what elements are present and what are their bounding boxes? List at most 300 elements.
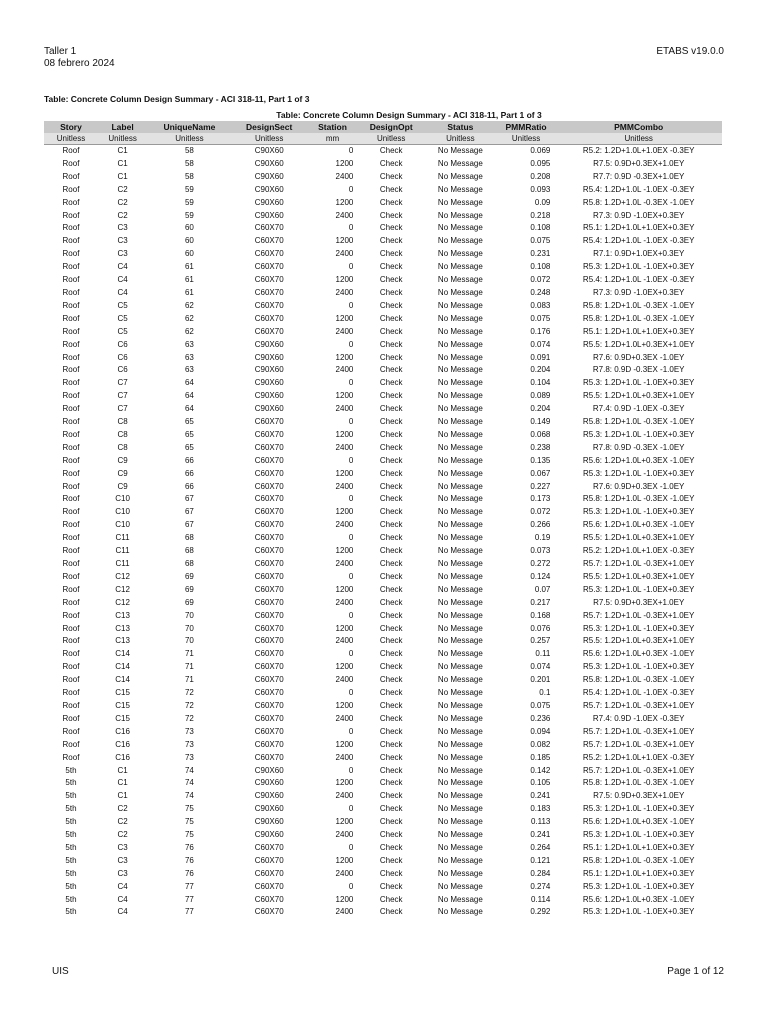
table-row <box>44 726 722 739</box>
cell-pmmcombo: R5.3: 1.2D+1.0L -1.0EX+0.3EY <box>583 881 695 891</box>
cell-pmmratio: 0.274 <box>530 881 551 891</box>
cell-uniquename: 69 <box>184 597 194 607</box>
cell-designopt: Check <box>379 881 403 891</box>
cell-designsect: C90X60 <box>254 791 284 801</box>
cell-uniquename: 66 <box>184 455 194 465</box>
table-row <box>44 519 722 532</box>
cell-story: Roof <box>62 636 80 646</box>
cell-station: 2400 <box>335 752 354 762</box>
cell-label: C16 <box>115 726 130 736</box>
column-unit: Unitless <box>424 133 497 145</box>
cell-designopt: Check <box>379 378 403 388</box>
cell-station: 2400 <box>335 636 354 646</box>
cell-status: No Message <box>437 533 483 543</box>
cell-uniquename: 63 <box>184 365 194 375</box>
cell-designsect: C60X70 <box>254 429 284 439</box>
cell-label: C10 <box>115 494 130 504</box>
cell-station: 2400 <box>335 675 354 685</box>
cell-pmmcombo: R5.3: 1.2D+1.0L -1.0EX+0.3EY <box>583 468 695 478</box>
cell-pmmratio: 0.072 <box>530 275 551 285</box>
cell-uniquename: 69 <box>184 571 194 581</box>
cell-label: C13 <box>115 623 130 633</box>
column-unit: Unitless <box>232 133 307 145</box>
cell-station: 2400 <box>335 907 354 917</box>
cell-station: 0 <box>348 494 354 504</box>
cell-station: 1200 <box>335 507 354 517</box>
cell-pmmcombo: R5.8: 1.2D+1.0L -0.3EX -1.0EY <box>582 300 695 310</box>
cell-station: 1200 <box>335 817 354 827</box>
cell-uniquename: 61 <box>184 262 194 272</box>
cell-uniquename: 63 <box>184 339 194 349</box>
cell-designopt: Check <box>379 804 403 814</box>
cell-pmmcombo: R5.8: 1.2D+1.0L -0.3EX -1.0EY <box>582 675 695 685</box>
cell-pmmratio: 0.069 <box>530 146 551 155</box>
cell-pmmratio: 0.104 <box>530 378 551 388</box>
cell-designsect: C60X70 <box>254 675 284 685</box>
cell-station: 1200 <box>335 584 354 594</box>
cell-pmmratio: 0.068 <box>530 429 551 439</box>
cell-status: No Message <box>437 688 483 698</box>
cell-status: No Message <box>437 455 483 465</box>
cell-designsect: C90X60 <box>254 146 284 155</box>
cell-designsect: C90X60 <box>254 391 284 401</box>
cell-status: No Message <box>437 442 483 452</box>
cell-uniquename: 73 <box>184 752 194 762</box>
table-row <box>44 416 722 429</box>
cell-pmmratio: 0.204 <box>530 365 551 375</box>
cell-uniquename: 60 <box>184 236 194 246</box>
cell-story: Roof <box>62 326 80 336</box>
cell-uniquename: 58 <box>184 158 194 168</box>
cell-status: No Message <box>437 610 483 620</box>
cell-status: No Message <box>437 649 483 659</box>
cell-designsect: C60X70 <box>254 313 284 323</box>
cell-station: 0 <box>348 610 354 620</box>
cell-uniquename: 67 <box>184 507 194 517</box>
cell-designsect: C60X70 <box>254 236 284 246</box>
cell-story: Roof <box>62 404 80 414</box>
cell-pmmratio: 0.236 <box>530 713 551 723</box>
cell-designsect: C60X70 <box>254 507 284 517</box>
cell-status: No Message <box>437 365 483 375</box>
cell-designsect: C90X60 <box>254 378 284 388</box>
cell-label: C16 <box>115 752 130 762</box>
cell-designsect: C60X70 <box>254 275 284 285</box>
cell-pmmcombo: R7.8: 0.9D -0.3EX -1.0EY <box>592 442 685 452</box>
cell-station: 0 <box>348 300 354 310</box>
cell-uniquename: 72 <box>184 700 194 710</box>
table-row <box>44 803 722 816</box>
cell-label: C4 <box>117 287 128 297</box>
cell-status: No Message <box>437 326 483 336</box>
cell-station: 2400 <box>335 249 354 259</box>
cell-uniquename: 61 <box>184 287 194 297</box>
cell-pmmratio: 0.266 <box>530 520 551 530</box>
table-row <box>44 248 722 261</box>
table-row <box>44 739 722 752</box>
table-row <box>44 816 722 829</box>
cell-station: 2400 <box>335 171 354 181</box>
cell-designsect: C90X60 <box>254 158 284 168</box>
cell-station: 0 <box>348 378 354 388</box>
cell-label: C2 <box>117 804 128 814</box>
cell-designsect: C60X70 <box>254 713 284 723</box>
cell-status: No Message <box>437 739 483 749</box>
cell-designopt: Check <box>379 249 403 259</box>
cell-pmmcombo: R5.3: 1.2D+1.0L -1.0EX+0.3EY <box>583 262 695 272</box>
cell-pmmcombo: R7.1: 0.9D+1.0EX+0.3EY <box>593 249 685 259</box>
column-header-uniquename: UniqueName <box>147 121 231 133</box>
cell-status: No Message <box>437 520 483 530</box>
cell-pmmcombo: R5.3: 1.2D+1.0L -1.0EX+0.3EY <box>583 584 695 594</box>
cell-pmmcombo: R5.5: 1.2D+1.0L+0.3EX+1.0EY <box>582 391 695 401</box>
table-row <box>44 481 722 494</box>
cell-story: 5th <box>65 791 77 801</box>
cell-uniquename: 63 <box>184 352 194 362</box>
cell-station: 0 <box>348 726 354 736</box>
cell-pmmcombo: R5.2: 1.2D+1.0L+1.0EX -0.3EY <box>582 546 695 556</box>
cell-label: C7 <box>117 404 128 414</box>
cell-story: Roof <box>62 146 80 155</box>
cell-uniquename: 64 <box>184 404 194 414</box>
cell-status: No Message <box>437 352 483 362</box>
table-row <box>44 752 722 765</box>
cell-pmmratio: 0.082 <box>530 739 551 749</box>
table-row <box>44 352 722 365</box>
cell-pmmratio: 0.135 <box>530 455 551 465</box>
cell-station: 0 <box>348 146 354 155</box>
cell-pmmcombo: R5.5: 1.2D+1.0L+0.3EX+1.0EY <box>582 533 695 543</box>
table-row <box>44 390 722 403</box>
table-row <box>44 171 722 184</box>
column-header-status: Status <box>424 121 497 133</box>
cell-designsect: C60X70 <box>254 468 284 478</box>
cell-label: C5 <box>117 313 128 323</box>
table-row <box>44 868 722 881</box>
cell-pmmcombo: R5.3: 1.2D+1.0L -1.0EX+0.3EY <box>583 378 695 388</box>
cell-designopt: Check <box>379 197 403 207</box>
cell-designopt: Check <box>379 662 403 672</box>
cell-designsect: C90X60 <box>254 817 284 827</box>
cell-story: Roof <box>62 171 80 181</box>
cell-story: Roof <box>62 468 80 478</box>
table-row <box>44 571 722 584</box>
cell-pmmratio: 0.072 <box>530 507 551 517</box>
cell-status: No Message <box>437 184 483 194</box>
cell-uniquename: 77 <box>184 907 194 917</box>
cell-pmmcombo: R7.7: 0.9D -0.3EX+1.0EY <box>593 171 685 181</box>
cell-station: 2400 <box>335 326 354 336</box>
cell-designopt: Check <box>379 649 403 659</box>
cell-designopt: Check <box>379 752 403 762</box>
cell-status: No Message <box>437 571 483 581</box>
table-row <box>44 687 722 700</box>
cell-designsect: C60X70 <box>254 842 284 852</box>
cell-label: C9 <box>117 468 128 478</box>
cell-uniquename: 67 <box>184 494 194 504</box>
cell-designsect: C60X70 <box>254 662 284 672</box>
cell-pmmratio: 0.073 <box>530 546 551 556</box>
cell-status: No Message <box>437 752 483 762</box>
cell-pmmcombo: R7.4: 0.9D -1.0EX -0.3EY <box>592 404 685 414</box>
cell-designsect: C60X70 <box>254 636 284 646</box>
cell-designsect: C60X70 <box>254 326 284 336</box>
cell-story: Roof <box>62 417 80 427</box>
cell-pmmcombo: R5.8: 1.2D+1.0L -0.3EX -1.0EY <box>582 197 695 207</box>
cell-station: 2400 <box>335 868 354 878</box>
cell-label: C8 <box>117 442 128 452</box>
cell-label: C8 <box>117 429 128 439</box>
cell-station: 2400 <box>335 287 354 297</box>
cell-pmmcombo: R5.8: 1.2D+1.0L -0.3EX -1.0EY <box>582 417 695 427</box>
cell-label: C12 <box>115 584 130 594</box>
cell-station: 0 <box>348 533 354 543</box>
cell-label: C9 <box>117 455 128 465</box>
column-unit: Unitless <box>555 133 722 145</box>
cell-uniquename: 76 <box>184 868 194 878</box>
cell-designopt: Check <box>379 546 403 556</box>
cell-station: 1200 <box>335 546 354 556</box>
table-row <box>44 377 722 390</box>
cell-designopt: Check <box>379 868 403 878</box>
column-header-designsect: DesignSect <box>232 121 307 133</box>
cell-designsect: C90X60 <box>254 171 284 181</box>
cell-pmmcombo: R7.8: 0.9D -0.3EX -1.0EY <box>592 365 685 375</box>
cell-designopt: Check <box>379 610 403 620</box>
cell-designsect: C60X70 <box>254 455 284 465</box>
cell-pmmratio: 0.208 <box>530 171 551 181</box>
document-date: 08 febrero 2024 <box>44 58 115 69</box>
cell-story: 5th <box>65 830 77 840</box>
cell-status: No Message <box>437 507 483 517</box>
cell-status: No Message <box>437 765 483 775</box>
cell-pmmcombo: R5.7: 1.2D+1.0L -0.3EX+1.0EY <box>583 700 695 710</box>
cell-status: No Message <box>437 339 483 349</box>
cell-designopt: Check <box>379 559 403 568</box>
cell-status: No Message <box>437 855 483 865</box>
cell-uniquename: 68 <box>184 559 194 568</box>
cell-story: 5th <box>65 804 77 814</box>
column-header-station: Station <box>307 121 359 133</box>
table-row <box>44 442 722 455</box>
cell-pmmratio: 0.108 <box>530 262 551 272</box>
cell-uniquename: 65 <box>184 417 194 427</box>
cell-pmmcombo: R5.1: 1.2D+1.0L+1.0EX+0.3EY <box>582 842 695 852</box>
cell-pmmratio: 0.095 <box>530 158 551 168</box>
cell-label: C2 <box>117 830 128 840</box>
cell-pmmratio: 0.185 <box>530 752 551 762</box>
cell-label: C13 <box>115 636 130 646</box>
cell-label: C1 <box>117 146 128 155</box>
column-unit: Unitless <box>98 133 147 145</box>
document-header <box>44 46 115 70</box>
cell-pmmcombo: R5.5: 1.2D+1.0L+0.3EX+1.0EY <box>582 339 695 349</box>
cell-status: No Message <box>437 146 483 155</box>
cell-designopt: Check <box>379 791 403 801</box>
cell-uniquename: 73 <box>184 726 194 736</box>
cell-pmmcombo: R5.4: 1.2D+1.0L -1.0EX -0.3EY <box>582 184 695 194</box>
cell-story: 5th <box>65 881 77 891</box>
cell-pmmratio: 0.231 <box>530 249 551 259</box>
table-caption: Table: Concrete Column Design Summary - ACI 318-11, Part 1 of 3 <box>44 94 310 104</box>
cell-pmmcombo: R5.7: 1.2D+1.0L -0.3EX+1.0EY <box>583 610 695 620</box>
cell-uniquename: 69 <box>184 584 194 594</box>
cell-story: Roof <box>62 713 80 723</box>
table-units-row <box>44 133 722 145</box>
cell-label: C3 <box>117 223 128 233</box>
cell-designopt: Check <box>379 830 403 840</box>
cell-story: Roof <box>62 197 80 207</box>
cell-pmmratio: 0.075 <box>530 313 551 323</box>
cell-designopt: Check <box>379 623 403 633</box>
cell-designsect: C60X70 <box>254 223 284 233</box>
cell-designopt: Check <box>379 339 403 349</box>
table-row <box>44 403 722 416</box>
table-row <box>44 661 722 674</box>
table-row <box>44 222 722 235</box>
table-row <box>44 894 722 907</box>
cell-label: C11 <box>115 533 130 543</box>
cell-status: No Message <box>437 881 483 891</box>
cell-pmmratio: 0.173 <box>530 494 551 504</box>
cell-uniquename: 58 <box>184 171 194 181</box>
cell-uniquename: 71 <box>184 649 194 659</box>
table-row <box>44 610 722 623</box>
cell-designsect: C60X70 <box>254 584 284 594</box>
cell-uniquename: 64 <box>184 378 194 388</box>
cell-story: Roof <box>62 610 80 620</box>
cell-uniquename: 75 <box>184 830 194 840</box>
cell-pmmratio: 0.105 <box>530 778 551 788</box>
cell-story: Roof <box>62 236 80 246</box>
cell-designopt: Check <box>379 817 403 827</box>
cell-label: C7 <box>117 391 128 401</box>
cell-label: C8 <box>117 417 128 427</box>
cell-designsect: C90X60 <box>254 197 284 207</box>
cell-status: No Message <box>437 249 483 259</box>
cell-station: 0 <box>348 571 354 581</box>
cell-story: Roof <box>62 223 80 233</box>
cell-designopt: Check <box>379 313 403 323</box>
cell-pmmratio: 0.241 <box>530 830 551 840</box>
cell-status: No Message <box>437 597 483 607</box>
table-row <box>44 842 722 855</box>
cell-station: 2400 <box>335 830 354 840</box>
cell-pmmcombo: R5.6: 1.2D+1.0L+0.3EX -1.0EY <box>582 649 695 659</box>
cell-uniquename: 74 <box>184 791 194 801</box>
cell-pmmratio: 0.1 <box>539 688 551 698</box>
cell-pmmcombo: R5.4: 1.2D+1.0L -1.0EX -0.3EY <box>582 275 695 285</box>
table-row <box>44 713 722 726</box>
cell-uniquename: 68 <box>184 533 194 543</box>
cell-pmmratio: 0.201 <box>530 675 551 685</box>
cell-designopt: Check <box>379 442 403 452</box>
cell-station: 0 <box>348 455 354 465</box>
table-row <box>44 855 722 868</box>
cell-status: No Message <box>437 262 483 272</box>
cell-story: Roof <box>62 597 80 607</box>
cell-designsect: C90X60 <box>254 778 284 788</box>
software-version: ETABS v19.0.0 <box>656 46 724 57</box>
cell-designopt: Check <box>379 417 403 427</box>
cell-uniquename: 61 <box>184 275 194 285</box>
cell-designsect: C60X70 <box>254 894 284 904</box>
cell-designopt: Check <box>379 700 403 710</box>
table-row <box>44 623 722 636</box>
cell-story: Roof <box>62 623 80 633</box>
cell-designopt: Check <box>379 571 403 581</box>
cell-label: C2 <box>117 817 128 827</box>
cell-pmmcombo: R5.8: 1.2D+1.0L -0.3EX -1.0EY <box>582 494 695 504</box>
cell-label: C9 <box>117 481 128 491</box>
cell-designopt: Check <box>379 688 403 698</box>
cell-designopt: Check <box>379 171 403 181</box>
cell-label: C4 <box>117 894 128 904</box>
cell-designsect: C60X70 <box>254 533 284 543</box>
table-row <box>44 468 722 481</box>
cell-story: Roof <box>62 726 80 736</box>
cell-pmmcombo: R5.7: 1.2D+1.0L -0.3EX+1.0EY <box>583 765 695 775</box>
cell-pmmratio: 0.121 <box>530 855 551 865</box>
cell-pmmratio: 0.284 <box>530 868 551 878</box>
cell-designsect: C90X60 <box>254 352 284 362</box>
cell-label: C4 <box>117 262 128 272</box>
cell-status: No Message <box>437 197 483 207</box>
cell-station: 1200 <box>335 855 354 865</box>
cell-uniquename: 60 <box>184 223 194 233</box>
cell-designsect: C60X70 <box>254 700 284 710</box>
cell-status: No Message <box>437 700 483 710</box>
cell-story: Roof <box>62 313 80 323</box>
cell-story: Roof <box>62 249 80 259</box>
cell-designsect: C60X70 <box>254 881 284 891</box>
cell-pmmcombo: R5.3: 1.2D+1.0L -1.0EX+0.3EY <box>583 830 695 840</box>
cell-designopt: Check <box>379 287 403 297</box>
column-header-pmmratio: PMMRatio <box>497 121 556 133</box>
cell-story: 5th <box>65 817 77 827</box>
cell-label: C15 <box>115 713 130 723</box>
cell-story: Roof <box>62 455 80 465</box>
cell-designsect: C60X70 <box>254 726 284 736</box>
cell-pmmcombo: R5.5: 1.2D+1.0L+0.3EX+1.0EY <box>582 571 695 581</box>
table-row <box>44 339 722 352</box>
cell-designopt: Check <box>379 520 403 530</box>
cell-pmmcombo: R5.3: 1.2D+1.0L -1.0EX+0.3EY <box>583 662 695 672</box>
cell-label: C1 <box>117 778 128 788</box>
table-row <box>44 674 722 687</box>
cell-label: C16 <box>115 739 130 749</box>
cell-uniquename: 75 <box>184 804 194 814</box>
cell-station: 0 <box>348 881 354 891</box>
cell-story: Roof <box>62 559 80 568</box>
cell-designsect: C60X70 <box>254 907 284 917</box>
cell-status: No Message <box>437 778 483 788</box>
cell-story: Roof <box>62 365 80 375</box>
cell-station: 0 <box>348 804 354 814</box>
cell-label: C5 <box>117 326 128 336</box>
cell-pmmratio: 0.083 <box>530 300 551 310</box>
cell-designopt: Check <box>379 326 403 336</box>
cell-uniquename: 59 <box>184 210 194 220</box>
cell-story: Roof <box>62 507 80 517</box>
cell-designsect: C60X70 <box>254 262 284 272</box>
cell-pmmcombo: R5.1: 1.2D+1.0L+1.0EX+0.3EY <box>582 223 695 233</box>
design-summary-table <box>44 121 722 919</box>
cell-station: 2400 <box>335 365 354 375</box>
cell-pmmratio: 0.218 <box>530 210 551 220</box>
column-unit: Unitless <box>147 133 231 145</box>
table-row <box>44 584 722 597</box>
